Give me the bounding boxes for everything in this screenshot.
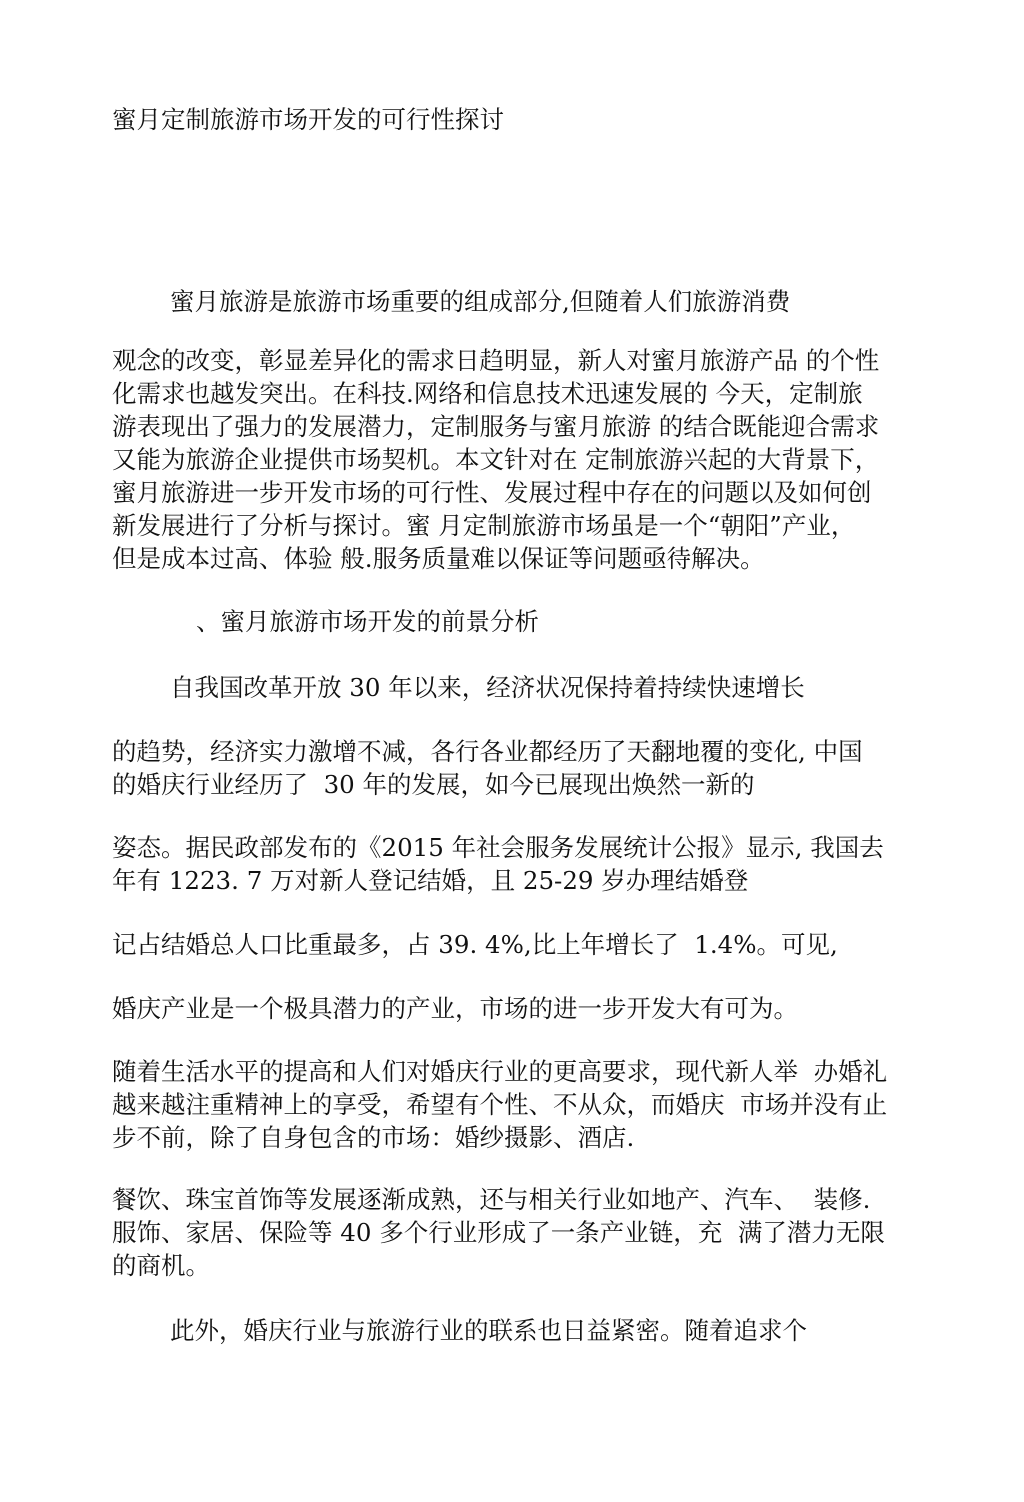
paragraph-2-line-5: 蜜月旅游进一步开发市场的可行性、发展过程中存在的问题以及如何创 xyxy=(112,478,872,507)
paragraph-8-line-3: 步不前，除了自身包含的市场：婚纱摄影、酒店. xyxy=(112,1123,635,1152)
paragraph-3-line-1: 自我国改革开放 30 年以来，经济状况保持着持续快速增长 xyxy=(170,673,805,702)
paragraph-5-line-2: 年有 1223. 7 万对新人登记结婚，且 25-29 岁办理结婚登 xyxy=(112,866,749,895)
document-title: 蜜月定制旅游市场开发的可行性探讨 xyxy=(112,105,504,134)
paragraph-9-line-1: 餐饮、珠宝首饰等发展逐渐成熟，还与相关行业如地产、汽车、 装修. xyxy=(112,1185,871,1214)
paragraph-1-line-1: 蜜月旅游是旅游市场重要的组成部分,但随着人们旅游消费 xyxy=(170,287,791,316)
paragraph-2-line-6: 新发展进行了分析与探讨。蜜 月定制旅游市场虽是一个“朝阳”产业， xyxy=(112,511,856,540)
paragraph-2-line-4: 又能为旅游企业提供市场契机。本文针对在 定制旅游兴起的大背景下， xyxy=(112,445,880,474)
paragraph-2-line-2: 化需求也越发突出。在科技.网络和信息技术迅速发展的 今天，定制旅 xyxy=(112,379,863,408)
paragraph-2-line-1: 观念的改变，彰显差异化的需求日趋明显，新人对蜜月旅游产品 的个性 xyxy=(112,346,880,375)
section-heading: 、蜜月旅游市场开发的前景分析 xyxy=(196,607,539,636)
paragraph-4-line-1: 的趋势，经济实力激增不减，各行各业都经历了天翻地覆的变化, 中国 xyxy=(112,737,863,766)
paragraph-9-line-3: 的商机。 xyxy=(112,1251,210,1280)
paragraph-9-line-2: 服饰、家居、保险等 40 多个行业形成了一条产业链，充 满了潜力无限 xyxy=(112,1218,885,1247)
paragraph-10-line-1: 此外，婚庆行业与旅游行业的联系也日益紧密。随着追求个 xyxy=(170,1316,807,1345)
paragraph-7-line-1: 婚庆产业是一个极具潜力的产业，市场的进一步开发大有可为。 xyxy=(112,994,798,1023)
paragraph-5-line-1: 姿态。据民政部发布的《2015 年社会服务发展统计公报》显示, 我国去 xyxy=(112,833,884,862)
paragraph-4-line-2: 的婚庆行业经历了 30 年的发展，如今已展现出焕然一新的 xyxy=(112,770,755,799)
paragraph-8-line-2: 越来越注重精神上的享受，希望有个性、不从众，而婚庆 市场并没有止 xyxy=(112,1090,888,1119)
paragraph-2-line-3: 游表现出了强力的发展潜力，定制服务与蜜月旅游 的结合既能迎合需求 xyxy=(112,412,880,441)
paragraph-2-line-7: 但是成本过高、体验 般.服务质量难以保证等问题亟待解决。 xyxy=(112,544,765,573)
paragraph-6-line-1: 记占结婚总人口比重最多，占 39. 4%,比上年增长了 1.4%。可见, xyxy=(112,930,838,959)
paragraph-8-line-1: 随着生活水平的提高和人们对婚庆行业的更高要求，现代新人举 办婚礼 xyxy=(112,1057,888,1086)
